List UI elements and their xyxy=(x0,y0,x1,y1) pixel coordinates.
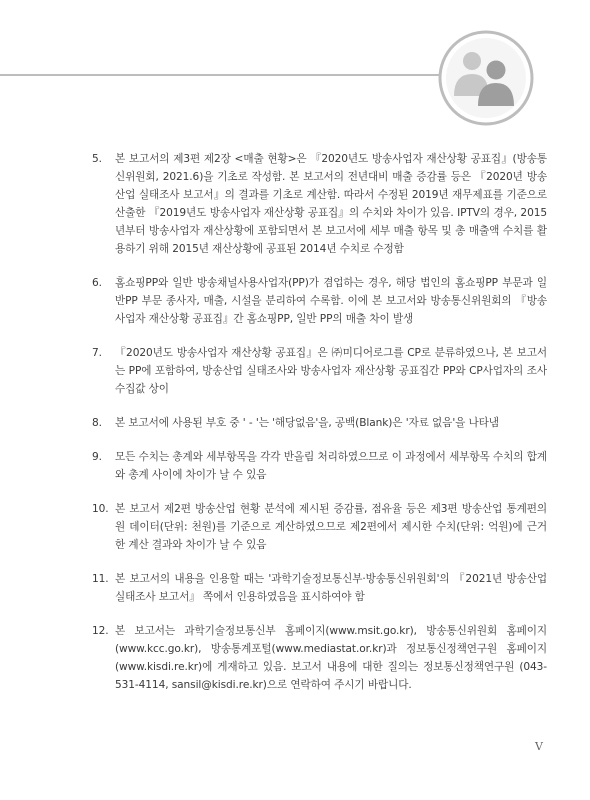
note-text: 모든 수치는 총계와 세부항목을 각각 반올림 처리하였으므로 이 과정에서 세부항목 수치의 합계와 총계 사이에 차이가 날 수 있음 xyxy=(115,451,547,481)
note-text: 본 보고서의 제3편 제2장 <매출 현황>은 『2020년도 방송사업자 재산상황 공표집』(방송통신위원회, 2021.6)을 기초로 작성함. 본 보고서의 전년대비 매출 증감률 등은 『2020년 방송산업 실태조사 보고서』의 결과를 기초로 계산함. 따라서 수정된 2019년 재무제표를 기준으로 산출한 『2019년도 방송사업자 재산상황 공표집』의 수치와 차이가 있음. IPTV의 경우, 2015년부터 방송사업자 재산상황에 포함되면서 본 보고서에 세부 매출 항목 및 총 매출액 수치를 활용하기 위해 2015년 재산상황에 공표된 2014년 수치로 수정함 xyxy=(115,153,547,255)
people-icon xyxy=(436,28,536,128)
note-number: 9. xyxy=(92,451,102,463)
note-item xyxy=(92,500,547,554)
note-number: 12. xyxy=(92,625,109,637)
page-number: V xyxy=(535,740,543,753)
note-number: 11. xyxy=(92,573,109,585)
note-item xyxy=(92,570,547,606)
note-text: 홈쇼핑PP와 일반 방송채널사용사업자(PP)가 겸업하는 경우, 해당 법인의 홈쇼핑PP 부문과 일반PP 부문 종사자, 매출, 시설을 분리하여 수록함. 이에 본 보고서와 방송통신위원회의 『방송사업자 재산상황 공표집』간 홈쇼핑PP, 일반 PP의 매출 차이 발생 xyxy=(115,277,547,325)
note-item xyxy=(92,274,547,328)
note-text: 본 보고서에 사용된 부호 중 ' - '는 '해당없음'을, 공백(Blank)은 '자료 없음'을 나타냄 xyxy=(115,417,499,429)
note-text: 본 보고서의 내용을 인용할 때는 '과학기술정보통신부·방송통신위원회'의 『2021년 방송산업 실태조사 보고서』 쪽에서 인용하였음을 표시하여야 함 xyxy=(115,573,547,603)
note-text: 『2020년도 방송사업자 재산상황 공표집』은 ㈜미디어로그를 CP로 분류하였으나, 본 보고서는 PP에 포함하여, 방송산업 실태조사와 방송사업자 재산상황 공표집간 PP와 CP사업자의 조사 수집값 상이 xyxy=(115,347,547,395)
note-number: 6. xyxy=(92,277,102,289)
note-text: 본 보고서 제2편 방송산업 현황 분석에 제시된 증감률, 점유율 등은 제3편 방송산업 통계편의 원 데이터(단위: 천원)를 기준으로 계산하였으므로 제2편에서 제시한 수치(단위: 억원)에 근거한 계산 결과와 차이가 날 수 있음 xyxy=(115,503,547,551)
notes-list xyxy=(92,150,547,710)
note-text: 본 보고서는 과학기술정보통신부 홈페이지(www.msit.go.kr), 방송통신위원회 홈페이지(www.kcc.go.kr), 방송통계포털(www.mediastat.or.kr)과 정보통신정책연구원 홈페이지(www.kisdi.re.kr)에 게재하고 있음. 보고서 내용에 대한 질의는 정보통신정책연구원 (043-531-4114, sansil@kisdi.re.kr)으로 연락하여 주시기 바랍니다. xyxy=(115,625,547,691)
note-item xyxy=(92,414,547,432)
header-rule xyxy=(0,74,440,76)
note-number: 5. xyxy=(92,153,102,165)
note-item xyxy=(92,448,547,484)
note-number: 10. xyxy=(92,503,109,515)
note-item xyxy=(92,344,547,398)
note-item xyxy=(92,622,547,694)
note-item xyxy=(92,150,547,258)
note-number: 7. xyxy=(92,347,102,359)
note-number: 8. xyxy=(92,417,102,429)
